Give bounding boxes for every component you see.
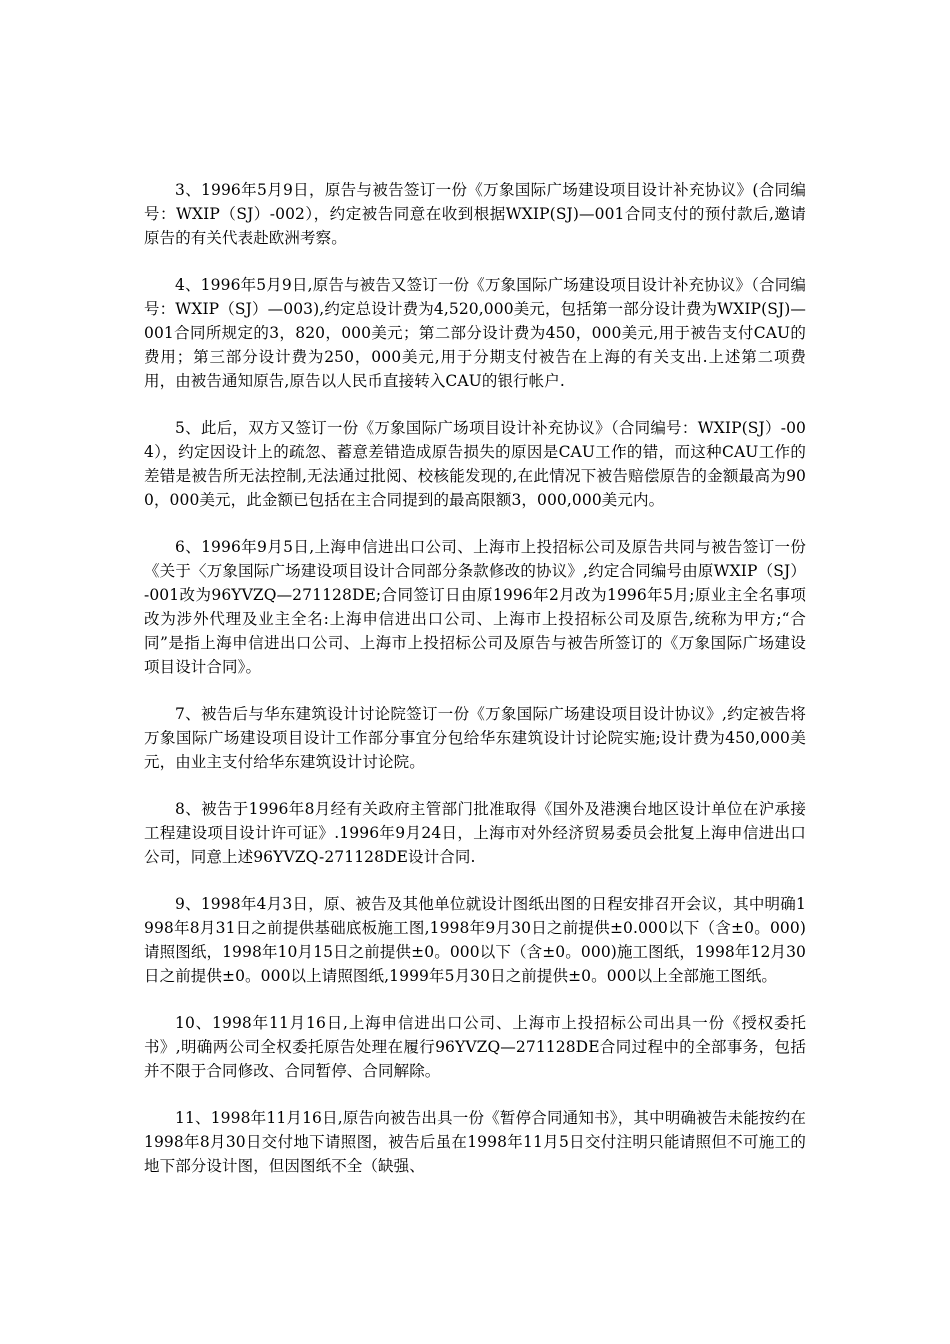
paragraph-item-11: 11、1998年11月16日,原告向被告出具一份《暂停合同通知书》，其中明确被告未能按约在1998年8月30日交付地下请照图，被告后虽在1998年11月5日交付注明只能请照但不可施工的地下部分设计图，但因图纸不全（缺强、 bbox=[144, 1109, 806, 1175]
paragraph-item-4: 4、1996年5月9日,原告与被告又签订一份《万象国际广场建设项目设计补充协议》（合同编号：WXIP（SJ）—003),约定总设计费为4,520,000美元，包括第一部分设计费为WXIP(SJ)—001合同所规定的3，820，000美元；第二部分设计费为450，000美元,用于被告支付CAU的费用；第三部分设计费为250，000美元,用于分期支付被告在上海的有关支出.上述第二项费用，由被告通知原告,原告以人民币直接转入CAU的银行帐户. bbox=[144, 276, 806, 390]
document-body bbox=[144, 178, 806, 1201]
paragraph-item-5: 5、此后，双方又签订一份《万象国际广场项目设计补充协议》（合同编号：WXIP(SJ）-004），约定因设计上的疏忽、蓄意差错造成原告损失的原因是CAU工作的错，而这种CAU工作的差错是被告所无法控制,无法通过批阅、校核能发现的,在此情况下被告赔偿原告的金额最高为900，000美元，此金额已包括在主合同提到的最高限额3，000,000美元内。 bbox=[144, 419, 806, 509]
paragraph-item-9: 9、1998年4月3日，原、被告及其他单位就设计图纸出图的日程安排召开会议，其中明确1998年8月31日之前提供基础底板施工图,1998年9月30日之前提供±0.000以下（含±0。000)请照图纸，1998年10月15日之前提供±0。000以下（含±0。000)施工图纸，1998年12月30日之前提供±0。000以上请照图纸,1999年5月30日之前提供±0。000以上全部施工图纸。 bbox=[144, 895, 806, 985]
paragraph-item-8: 8、被告于1996年8月经有关政府主管部门批准取得《国外及港澳台地区设计单位在沪承接工程建设项目设计许可证》.1996年9月24日，上海市对外经济贸易委员会批复上海申信进出口公司，同意上述96YVZQ-271128DE设计合同. bbox=[144, 800, 806, 866]
paragraph-item-10: 10、1998年11月16日,上海申信进出口公司、上海市上投招标公司出具一份《授权委托书》,明确两公司全权委托原告处理在履行96YVZQ—271128DE合同过程中的全部事务，包括并不限于合同修改、合同暂停、合同解除。 bbox=[144, 1014, 806, 1080]
paragraph-item-7: 7、被告后与华东建筑设计讨论院签订一份《万象国际广场建设项目设计协议》,约定被告将万象国际广场建设项目设计工作部分事宜分包给华东建筑设计讨论院实施;设计费为450,000美元，由业主支付给华东建筑设计讨论院。 bbox=[144, 705, 806, 771]
paragraph-item-3: 3、1996年5月9日，原告与被告签订一份《万象国际广场建设项目设计补充协议》(合同编号：WXIP（SJ）-002），约定被告同意在收到根据WXIP(SJ)—001合同支付的预付款后,邀请原告的有关代表赴欧洲考察。 bbox=[144, 181, 806, 247]
paragraph-item-6: 6、1996年9月5日,上海申信进出口公司、上海市上投招标公司及原告共同与被告签订一份《关于〈万象国际广场建设项目设计合同部分条款修改的协议》,约定合同编号由原WXIP（SJ）-001改为96YVZQ—271128DE;合同签订日由原1996年2月改为1996年5月;原业主全名事项改为涉外代理及业主全名:上海申信进出口公司、上海市上投招标公司及原告,统称为甲方;“合同”是指上海申信进出口公司、上海市上投招标公司及原告与被告所签订的《万象国际广场建设项目设计合同》。 bbox=[144, 538, 806, 676]
